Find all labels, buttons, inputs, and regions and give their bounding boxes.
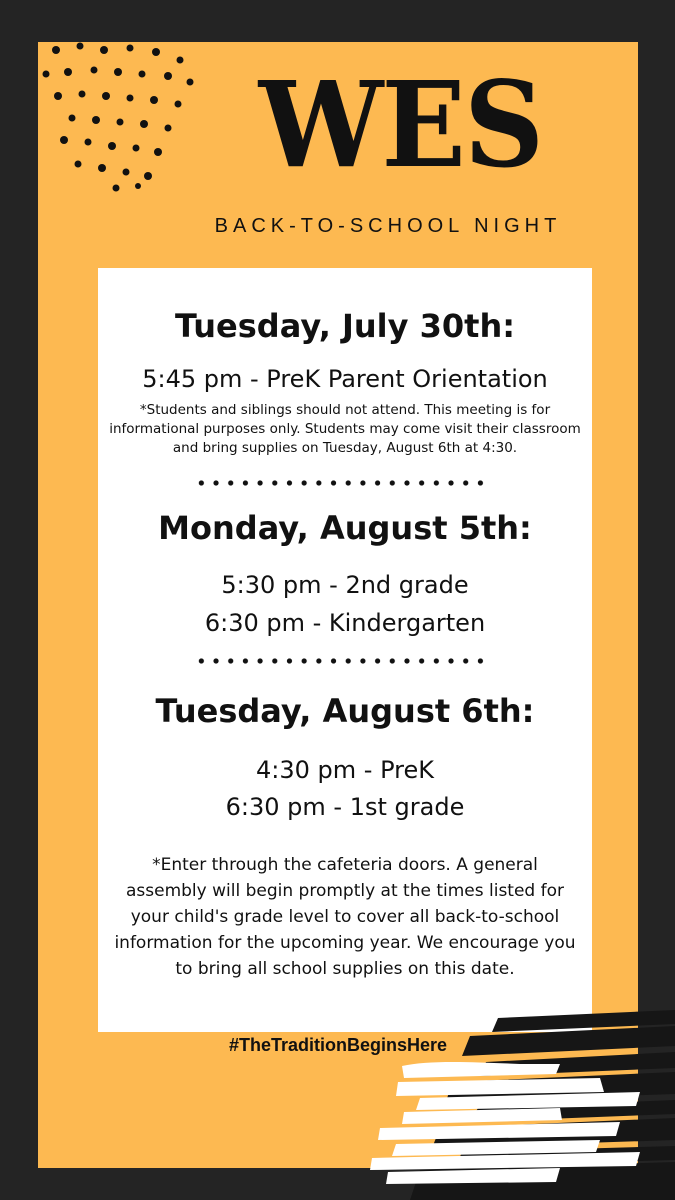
day-heading: Tuesday, August 6th:	[155, 692, 535, 730]
event-note: *Students and siblings should not attend. This meeting is for informational purposes only. Students may come visit their classroom and bring supplies on Tuesday, August 6th at 4:30.	[109, 402, 581, 456]
event-item: 4:30 pm - PreK	[256, 756, 434, 784]
event-item: 6:30 pm - 1st grade	[225, 793, 465, 821]
day-heading: Monday, August 5th:	[158, 509, 532, 547]
day-heading: Tuesday, July 30th:	[174, 307, 516, 345]
hashtag: #TheTraditionBeginsHere	[228, 1035, 448, 1055]
school-title: WES	[258, 55, 543, 194]
event-subtitle: BACK-TO-SCHOOL NIGHT	[214, 215, 562, 237]
entry-instructions: *Enter through the cafeteria doors. A general assembly will begin promptly at the times listed for your child's grade level to cover all back-to-school information for the upcoming year. We encourage you to bring all school supplies on this date.	[114, 855, 576, 979]
event-item: 6:30 pm - Kindergarten	[204, 609, 486, 637]
event-item: 5:45 pm - PreK Parent Orientation	[142, 365, 548, 393]
white-brush-strokes	[370, 1062, 640, 1184]
event-item: 5:30 pm - 2nd grade	[221, 571, 469, 599]
